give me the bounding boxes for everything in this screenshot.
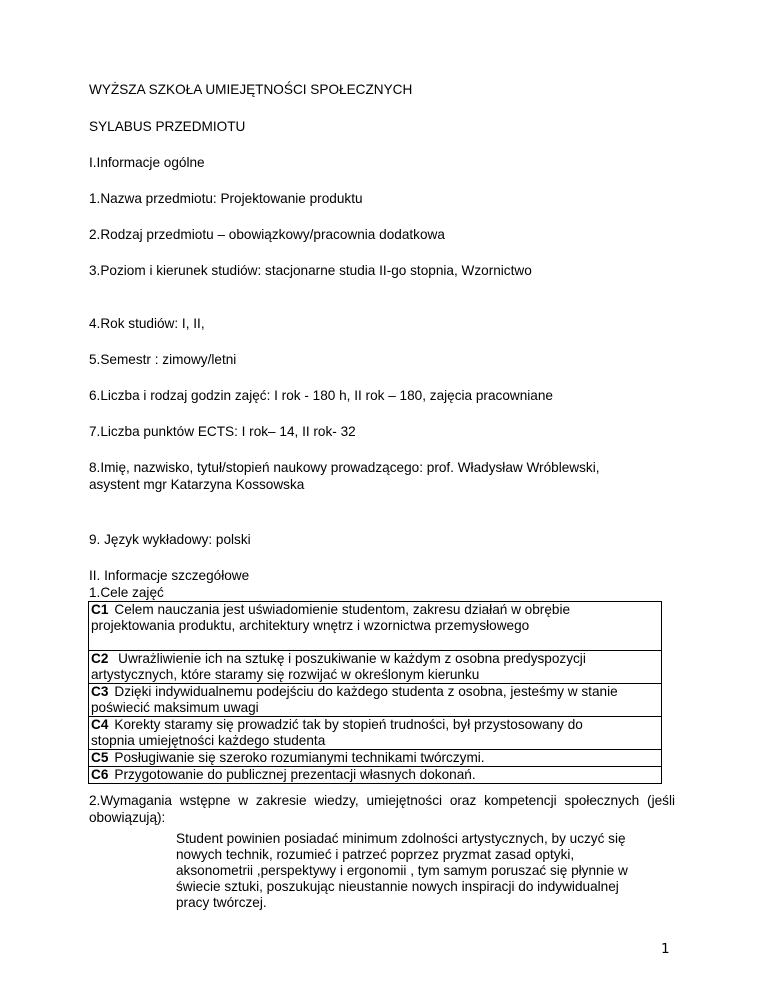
info-item-assistant: asystent mgr Katarzyna Kossowska — [89, 477, 305, 492]
info-item-hours: 6.Liczba i rodzaj godzin zajęć: I rok - 180 h, II rok – 180, zajęcia pracowniane — [89, 388, 553, 403]
requirements-line: świecie sztuki, poszukując nieustannie nowych inspiracji do indywidualnej — [176, 879, 619, 894]
goal-code: C5 — [91, 750, 109, 765]
goal-text: Dzięki indywidualnemu podejściu do każdego studenta z osobna, jesteśmy w stanie — [114, 684, 618, 699]
goals-heading: 1.Cele zajęć — [89, 585, 164, 600]
goal-text: Uwrażliwienie ich na sztukę i poszukiwanie w każdym z osobna predyspozycji — [114, 651, 586, 666]
requirements-line: Student powinien posiadać minimum zdolności artystycznych, by uczyć się — [176, 831, 626, 846]
goal-code: C2 — [91, 651, 109, 666]
goal-cell — [89, 602, 662, 651]
section-heading-detailed: II. Informacje szczegółowe — [89, 568, 250, 583]
info-item-course-name: 1.Nazwa przedmiotu: Projektowanie produktu — [89, 191, 363, 206]
goal-row-c6 — [89, 767, 662, 784]
goal-text: Korekty staramy się prowadzić tak by stopień trudności, był przystosowany do — [114, 717, 583, 732]
goal-code: C6 — [91, 767, 109, 782]
goal-cell — [89, 750, 662, 767]
goal-row-c4 — [89, 717, 662, 750]
goal-text: Przygotowanie do publicznej prezentacji własnych dokonań. — [114, 767, 476, 782]
document-title: SYLABUS PRZEDMIOTU — [89, 119, 246, 134]
goal-code: C4 — [91, 717, 109, 732]
goal-cell — [89, 651, 662, 684]
requirements-line: pracy twórczej. — [176, 895, 267, 910]
goal-text: Posługiwanie się szeroko rozumianymi technikami twórczymi. — [114, 750, 485, 765]
info-item-language: 9. Język wykładowy: polski — [89, 532, 251, 547]
goal-row-c5 — [89, 750, 662, 767]
info-item-ects: 7.Liczba punktów ECTS: I rok– 14, II rok- 32 — [89, 424, 356, 439]
goals-table — [88, 601, 662, 784]
requirements-line: nowych technik, rozumieć i patrzeć poprzez pryzmat zasad optyki, — [176, 847, 575, 862]
requirements-heading: 2.Wymagania wstępne w zakresie wiedzy, umiejętności oraz kompetencji społecznych (jeśli obowiązują): — [89, 793, 675, 825]
goal-code: C1 — [91, 602, 109, 617]
info-item-study-year: 4.Rok studiów: I, II, — [89, 316, 205, 331]
goal-code: C3 — [91, 684, 109, 699]
info-item-lecturer: 8.Imię, nazwisko, tytuł/stopień naukowy prowadzącego: prof. Władysław Wróblewski, — [89, 460, 600, 475]
goal-text-continued: artystycznych, które staramy się rozwijać w określonym kierunku — [91, 667, 480, 682]
requirements-line: aksonometrii ,perspektywy i ergonomii , tym samym poruszać się płynnie w — [176, 863, 628, 878]
info-item-semester: 5.Semestr : zimowy/letni — [89, 352, 237, 367]
page-number: 1 — [661, 941, 670, 957]
goal-cell — [89, 767, 662, 784]
goal-row-c3 — [89, 684, 662, 717]
info-item-course-type: 2.Rodzaj przedmiotu – obowiązkowy/pracownia dodatkowa — [89, 227, 445, 242]
goal-row-c2 — [89, 651, 662, 684]
section-heading-general: I.Informacje ogólne — [89, 155, 205, 170]
goal-text: Celem nauczania jest uświadomienie studentom, zakresu działań w obrębie — [114, 602, 571, 617]
goal-text-continued: poświecić maksimum uwagi — [91, 700, 259, 715]
info-item-level-field: 3.Poziom i kierunek studiów: stacjonarne studia II-go stopnia, Wzornictwo — [89, 263, 532, 278]
goal-cell — [89, 717, 662, 750]
school-name: WYŻSZA SZKOŁA UMIEJĘTNOŚCI SPOŁECZNYCH — [89, 82, 413, 97]
goal-row-c1 — [89, 602, 662, 651]
goal-text-continued: stopnia umiejętności każdego studenta — [91, 733, 326, 748]
requirements-text — [176, 831, 686, 911]
goal-cell — [89, 684, 662, 717]
goal-text-continued: projektowania produktu, architektury wnętrz i wzornictwa przemysłowego — [91, 618, 530, 633]
